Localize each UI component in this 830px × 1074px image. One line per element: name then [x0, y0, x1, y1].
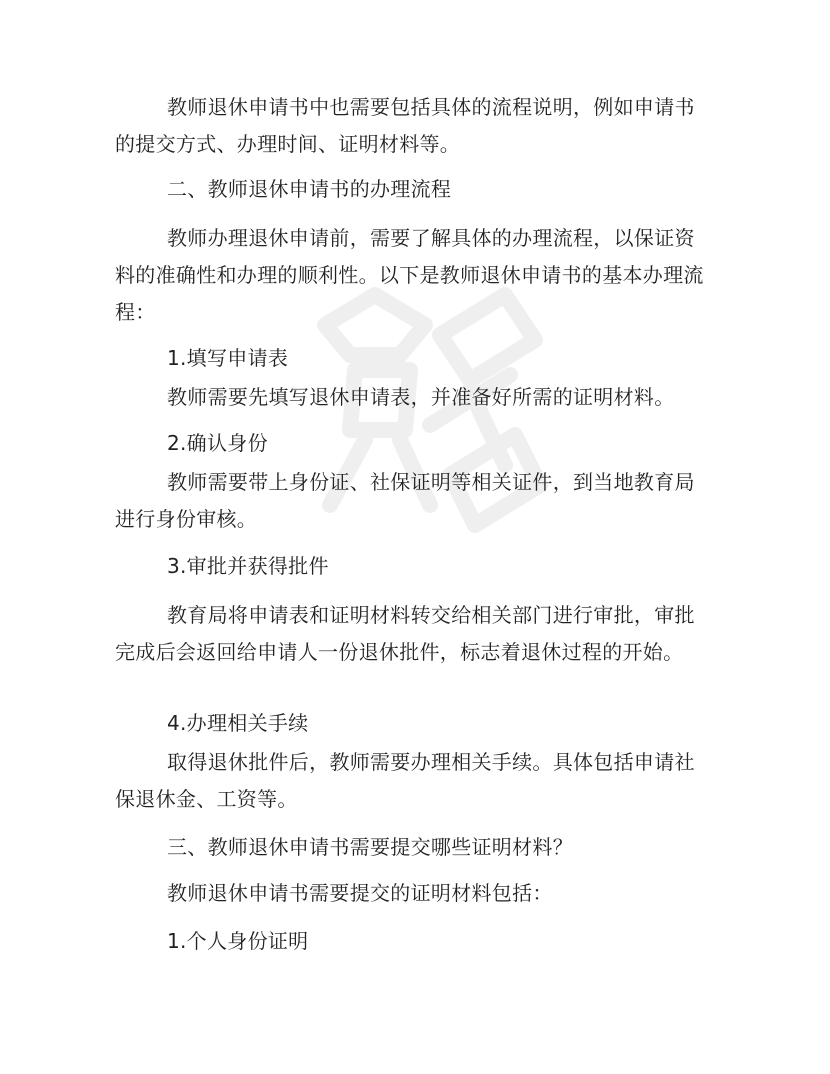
paragraph-4: 教师需要带上身份证、社保证明等相关证件，到当地教育局进行身份审核。 [115, 470, 695, 531]
step-heading-5: 1.个人身份证明 [167, 929, 309, 953]
paragraph-5: 教育局将申请表和证明材料转交给相关部门进行审批，审批完成后会返回给申请人一份退休批件，标志着退休过程的开始。 [115, 603, 695, 664]
section-heading-3: 三、教师退休申请书需要提交哪些证明材料？ [167, 835, 573, 859]
paragraph-6: 取得退休批件后，教师需要办理相关手续。具体包括申请社保退休金、工资等。 [115, 750, 695, 811]
step-heading-3: 3.审批并获得批件 [167, 554, 329, 578]
section-heading-2: 二、教师退休申请书的办理流程 [167, 177, 452, 201]
paragraph-2: 教师办理退休申请前，需要了解具体的办理流程，以保证资料的准确性和办理的顺利性。以下是教师退休申请书的基本办理流程： [115, 226, 704, 324]
step-heading-1: 1.填写申请表 [167, 346, 289, 370]
step-heading-4: 4.办理相关手续 [167, 711, 309, 735]
paragraph-1: 教师退休申请书中也需要包括具体的流程说明，例如申请书的提交方式、办理时间、证明材料等。 [115, 95, 695, 156]
step-heading-2: 2.确认身份 [167, 431, 268, 455]
paragraph-3: 教师需要先填写退休申请表，并准备好所需的证明材料。 [167, 385, 675, 409]
paragraph-7: 教师退休申请书需要提交的证明材料包括： [167, 881, 553, 905]
